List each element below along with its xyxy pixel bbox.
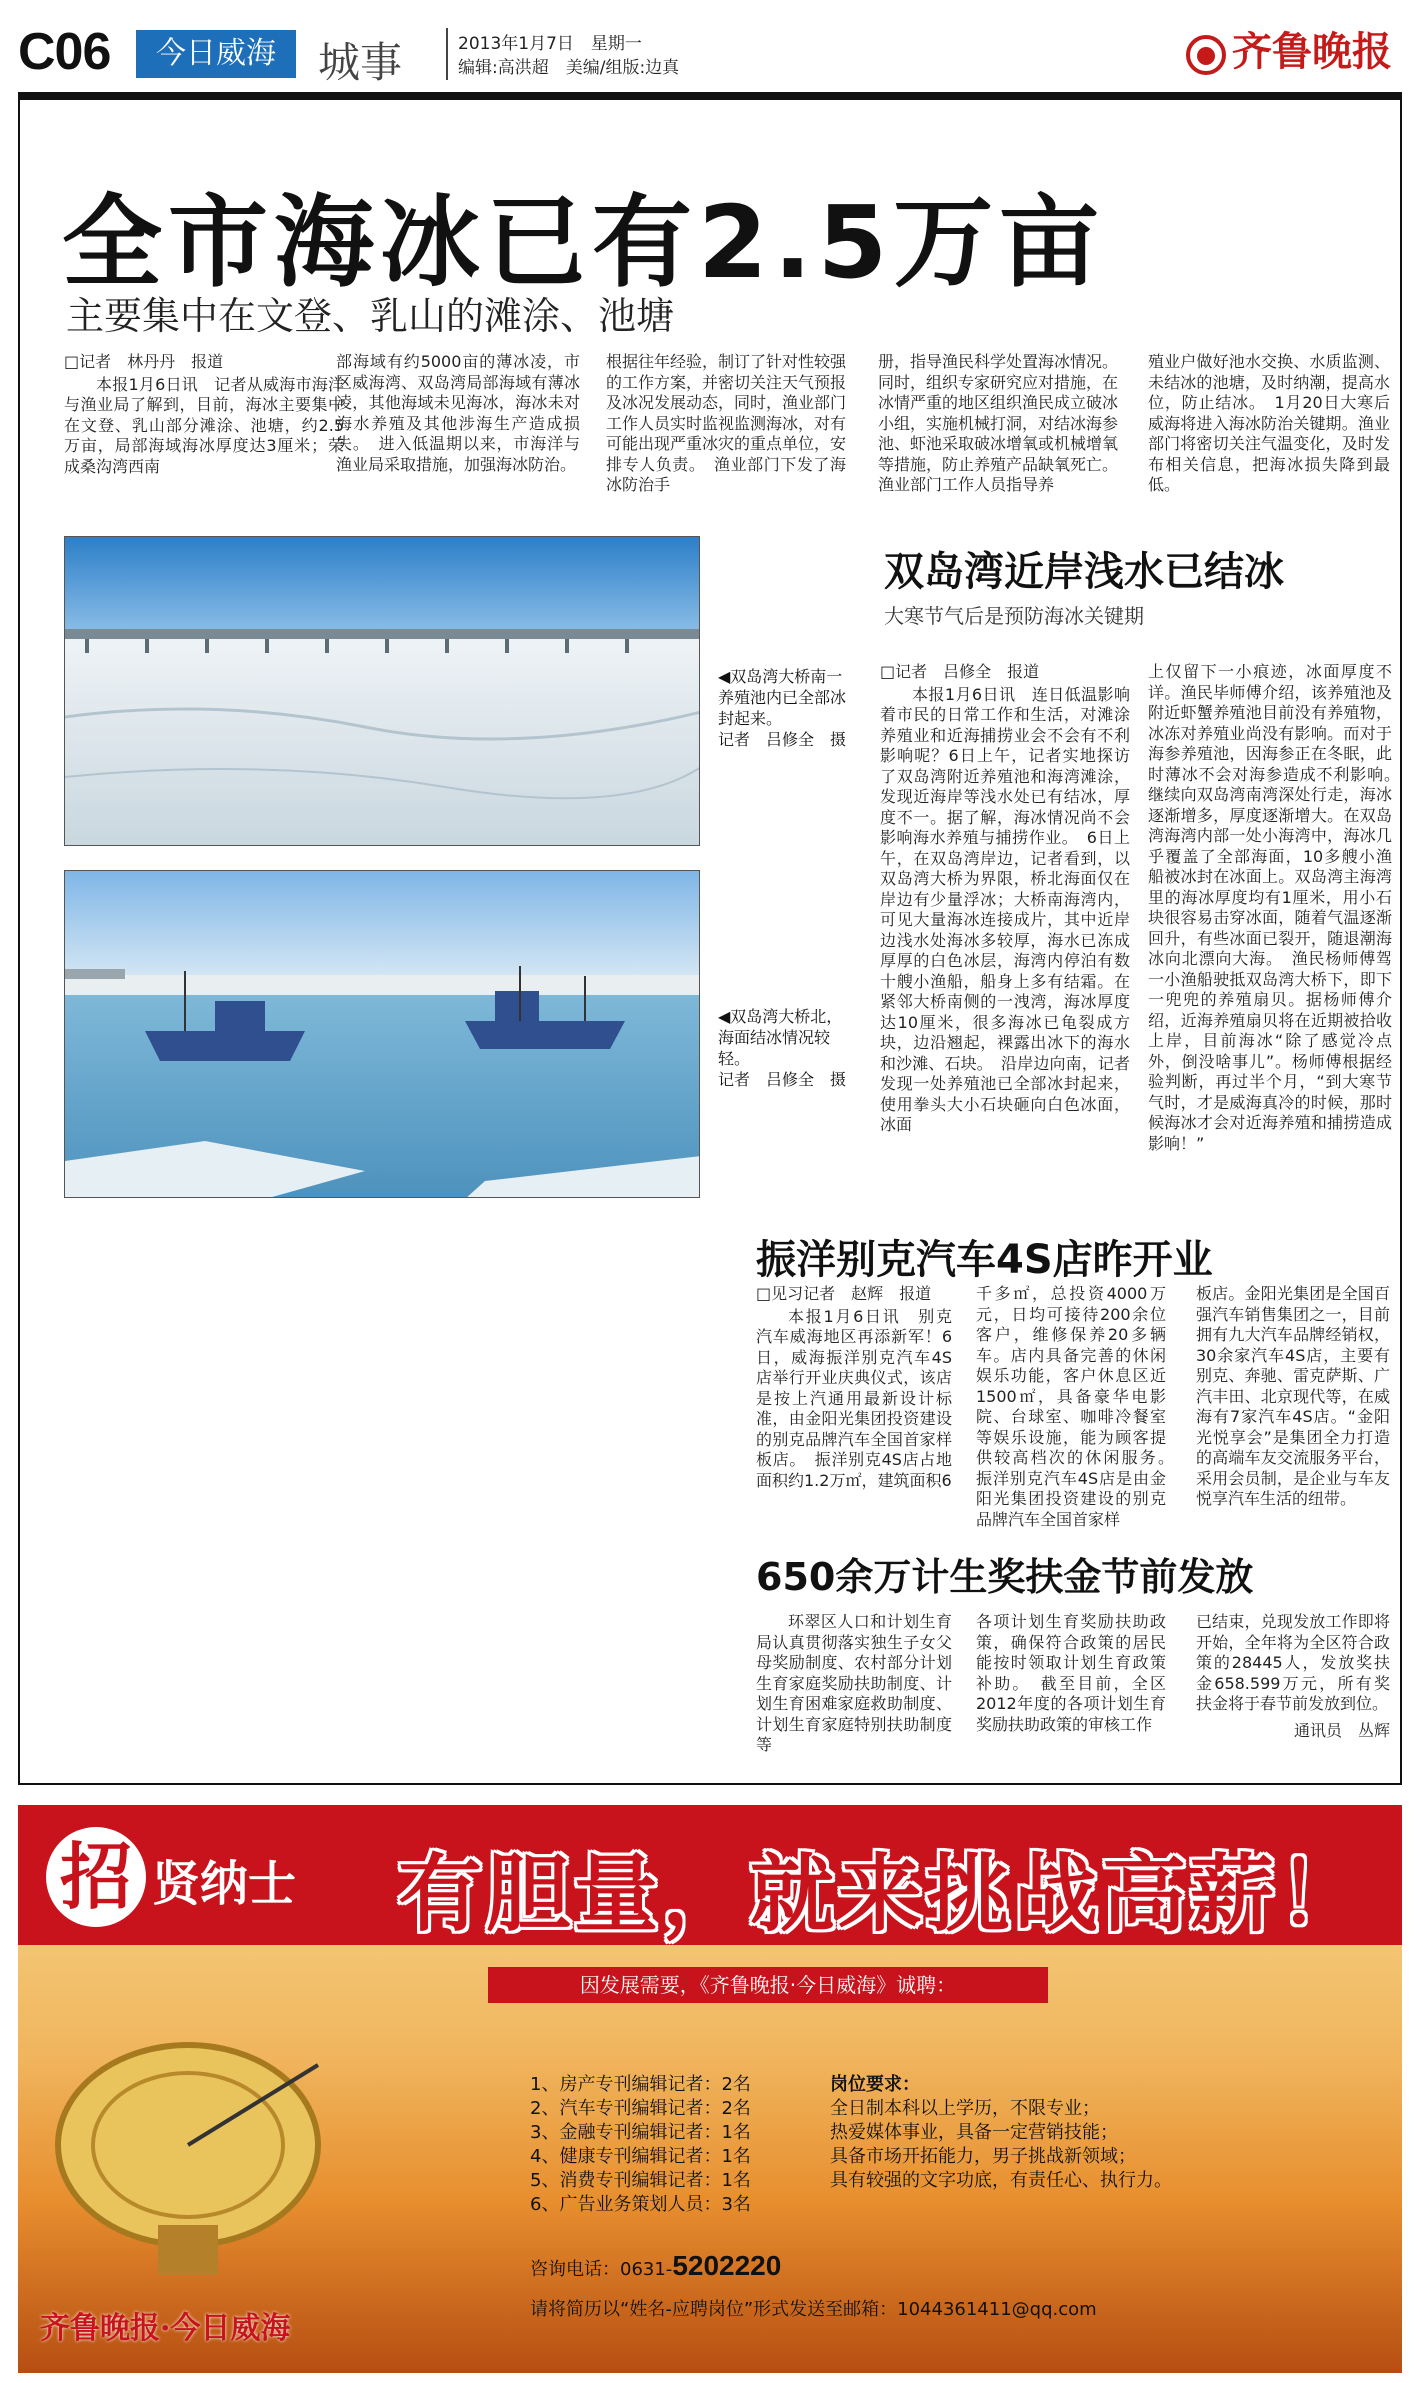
photo-frozen-pond-image — [65, 537, 700, 846]
ad-hiring-band: 因发展需要，《齐鲁晚报·今日威海》诚聘： — [488, 1967, 1048, 2003]
requirement-item: 具备市场开拓能力，男子挑战新领域； — [830, 2146, 1136, 2167]
photo-frozen-pond — [64, 536, 700, 846]
phone-label: 咨询电话： — [530, 2259, 620, 2280]
caption-credit: 记者 吕修全 摄 — [718, 1070, 847, 1089]
requirement-item: 全日制本科以上学历，不限专业； — [830, 2098, 1100, 2119]
story4-column-3 — [1196, 1612, 1390, 1741]
position-item: 2、汽车专刊编辑记者：2名 — [530, 2098, 751, 2119]
main-byline: □记者 林丹丹 报道 — [64, 352, 224, 371]
newspaper-brand — [1186, 20, 1392, 77]
story-subtitle: 大寒节气后是预防海冰关键期 — [884, 604, 1144, 628]
brand-name: 齐鲁晚报 — [1232, 28, 1392, 75]
main-column-5 — [1148, 352, 1390, 496]
phone-number: 5202220 — [672, 2250, 782, 2281]
page-number: C06 — [18, 23, 111, 81]
position-item: 6、广告业务策划人员：3名 — [530, 2194, 751, 2215]
photo-caption — [718, 666, 848, 750]
requirements — [830, 2073, 1172, 2193]
page-header — [18, 12, 1402, 90]
page-subhead: 主要集中在文登、乳山的滩涂、池塘 — [66, 294, 675, 338]
story-title: 650余万计生奖扶金节前发放 — [756, 1555, 1254, 1599]
position-item: 1、房产专刊编辑记者：2名 — [530, 2074, 751, 2095]
main-paragraph: 部海域有约5000亩的薄冰凌，市区威海湾、双岛湾局部海域有薄冰凌，其他海域未见海冰，海冰未对海水养殖及其他涉海生产造成损失。 进入低温期以来，市海洋与渔业局采取措施，加强海冰防治。 — [336, 352, 580, 474]
story3-column-1 — [756, 1284, 952, 1491]
story3-paragraph: 千多㎡，总投资4000万元，日均可接待200余位客户，维修保养20多辆车。店内具备完善的休闲娱乐功能，客户休息区近1500㎡，具备豪华电影院、台球室、咖啡冷餐室等娱乐设施，能为顾客提供较高档次的休闲服务。 振洋别克汽车4S店是由金阳光集团投资建设的别克品牌汽车全国首家样 — [976, 1284, 1183, 1529]
position-item: 3、金融专刊编辑记者：1名 — [530, 2122, 751, 2143]
photo-fishing-boats-image — [65, 871, 700, 1198]
story4-column-1 — [756, 1612, 952, 1756]
position-item: 5、消费专刊编辑记者：1名 — [530, 2170, 751, 2191]
recruitment-ad — [18, 1805, 1402, 2373]
photo-caption — [718, 1006, 848, 1090]
story3-paragraph: 本报1月6日讯 别克汽车威海地区再添新军！6日，威海振洋别克汽车4S店举行开业庆典仪式，该店是按上汽通用最新设计标准，由金阳光集团投资建设的别克品牌汽车全国首家样板店。 振洋别克4S店占地面积约1.2万㎡，建筑面积6 — [756, 1306, 952, 1490]
requirements-title: 岗位要求： — [830, 2074, 920, 2095]
main-paragraph: 殖业户做好池水交换、水质监测、未结冰的池塘，及时纳潮，提高水位，防止结冰。 1月20日大寒后威海将进入海冰防治关键期。渔业部门将密切关注气温变化，及时发布相关信息，把海冰损失降到最低。 — [1148, 352, 1390, 494]
header-rule — [18, 92, 1402, 100]
page-headline: 全市海冰已有2.5万亩 — [62, 184, 1106, 301]
story2-byline: □记者 吕修全 报道 — [880, 662, 1040, 681]
story2-column-1 — [880, 662, 1130, 1136]
ad-zhao-badge: 招 — [46, 1827, 146, 1927]
photo-fishing-boats — [64, 870, 700, 1198]
brand-logo-icon — [1186, 35, 1226, 75]
ad-brand: 齐鲁晚报·今日威海 — [40, 2311, 291, 2346]
story2-column-2 — [1148, 662, 1409, 1154]
requirement-item: 热爱媒体事业，具备一定营销技能； — [830, 2122, 1118, 2143]
story2-paragraph: 上仅留下一小痕迹，冰面厚度不详。渔民毕师傅介绍，该养殖池及附近虾蟹养殖池目前没有养殖物，冰冻对养殖业尚没有影响。而对于海参养殖池，因海参正在冬眠，此时薄冰不会对海参造成不利影响。 继续向双岛湾南湾深处行走，海冰逐渐增多，厚度逐渐增大。在双岛湾海湾内部一处小海湾中，海冰几乎覆盖了全部海面，10多艘小渔船被冰封在冰面上。双岛湾主海湾里的海冰厚度均有1厘米，用小石块很容易击穿冰面，随着气温逐渐回升，有些冰面已裂开，随退潮海冰向北漂向大海。 渔民杨师傅驾一小渔船驶抵双岛湾大桥下，即下一兜兜的养殖扇贝。据杨师傅介绍，近海养殖扇贝将在近期被拾收上岸，目前海冰“除了感觉冷点外，倒没啥事儿”。杨师傅根据经验判断，再过半个月，“到大寒节气时，才是威海真冷的时候，那时候海冰才会对近海养殖和捕捞造成影响！” — [1148, 662, 1409, 1153]
contact-phone — [530, 2250, 781, 2282]
issue-date: 2013年1月7日 星期一 — [458, 34, 642, 54]
story3-paragraph: 板店。金阳光集团是全国百强汽车销售集团之一，目前拥有九大汽车品牌经销权，30余家汽车4S店，主要有别克、奔驰、雷克萨斯、广汽丰田、北京现代等，在威海有7家汽车4S店。“金阳光悦享会”是集团全力打造的高端车友交流服务平台，采用会员制，是企业与车友悦享汽车生活的纽带。 — [1196, 1284, 1390, 1508]
editors: 编辑:高洪超 美编/组版:边真 — [458, 58, 680, 78]
contact-email: 请将简历以“姓名-应聘岗位”形式发送至邮箱：1044361411@qq.com — [530, 2299, 1097, 2320]
section-name: 城事 — [318, 38, 403, 87]
main-paragraph: 册，指导渔民科学处置海冰情况。同时，组织专家研究应对措施，在冰情严重的地区组织渔民成立破冰小组，实施机械打洞，对结冰海参池、虾池采取破冰增氧或机械增氧等措施，防止养殖产品缺氧死亡。渔业部门工作人员指导养 — [878, 352, 1119, 494]
sundial-icon — [38, 2025, 338, 2275]
main-paragraph: 根据往年经验，制订了针对性较强的工作方案，并密切关注天气预报及冰况发展动态，同时，渔业部门工作人员实时监视监测海冰，对有可能出现严重冰灾的重点单位，安排专人负责。 渔业部门下发了海冰防治手 — [606, 352, 847, 494]
story3-byline: □见习记者 赵辉 报道 — [756, 1284, 932, 1303]
issue-info — [458, 32, 679, 80]
position-item: 4、健康专刊编辑记者：1名 — [530, 2146, 751, 2167]
story4-credit: 通讯员 丛辉 — [1293, 1720, 1390, 1740]
caption-credit: 记者 吕修全 摄 — [718, 730, 847, 749]
story4-column-2 — [976, 1612, 1166, 1735]
ad-slogan: 有胆量，就来挑战高薪！ — [398, 1844, 1367, 1943]
position-list — [530, 2073, 751, 2217]
requirement-item: 具有较强的文字功底，有责任心、执行力。 — [830, 2170, 1172, 2191]
ad-xian-text: 贤纳士 — [152, 1856, 297, 1912]
story4-paragraph: 各项计划生育奖励扶助政策，确保符合政策的居民能按时领取计划生育政策补助。 截至目前，全区2012年度的各项计划生育奖励扶助政策的审核工作 — [976, 1612, 1166, 1734]
main-column-3 — [606, 352, 846, 496]
caption-text: ◀双岛湾大桥南一养殖池内已全部冰封起来。 — [718, 667, 847, 728]
main-column-1 — [64, 352, 344, 477]
main-column-4 — [878, 352, 1118, 496]
main-paragraph: 本报1月6日讯 记者从威海市海洋与渔业局了解到，目前，海冰主要集中在文登、乳山部分滩涂、池塘，约2.5万亩，局部海域海冰厚度达3厘米；荣成桑沟湾西南 — [64, 374, 344, 476]
story-title: 双岛湾近岸浅水已结冰 — [884, 549, 1284, 595]
section-tag: 今日威海 — [136, 30, 296, 78]
story-title: 振洋别克汽车4S店昨开业 — [756, 1237, 1213, 1283]
main-column-2 — [336, 352, 580, 475]
story2-paragraph: 本报1月6日讯 连日低温影响着市民的日常工作和生活，对滩涂养殖业和近海捕捞业会不会有不利影响呢？6日上午，记者实地探访了双岛湾附近养殖池和海湾滩涂，发现近海岸等浅水处已有结冰，厚度不一。据了解，海冰情况尚不会影响海水养殖与捕捞作业。 6日上午，在双岛湾岸边，记者看到，以双岛湾大桥为界限，桥北海面仅在岸边有少量浮冰；大桥南海湾内，可见大量海冰连接成片，其中近岸边浅水处海冰多较厚，海水已冻成厚厚的白色冰层，海湾内停泊有数十艘小渔船，船身上多有结霜。在紧邻大桥南侧的一洩湾，海冰厚度达10厘米，很多海冰已龟裂成方块，边沿翘起，裸露出冰下的海水和沙滩、石块。 沿岸边向南，记者发现一处养殖池已全部冰封起来，使用拳头大小石块砸向白色冰面，冰面 — [880, 684, 1130, 1134]
phone-area: 0631- — [620, 2259, 673, 2280]
caption-text: ◀双岛湾大桥北，海面结冰情况较轻。 — [718, 1007, 843, 1068]
header-divider — [446, 28, 448, 80]
story3-column-3 — [1196, 1284, 1390, 1510]
story4-paragraph: 已结束，兑现发放工作即将开始，全年将为全区符合政策的28445人，发放奖扶金658.599万元，所有奖扶金将于春节前发放到位。 — [1196, 1612, 1390, 1713]
story3-column-2 — [976, 1284, 1183, 1530]
story4-paragraph: 环翠区人口和计划生育局认真贯彻落实独生子女父母奖励制度、农村部分计划生育家庭奖励扶助制度、计划生育困难家庭救助制度、计划生育家庭特别扶助制度等 — [756, 1612, 952, 1754]
